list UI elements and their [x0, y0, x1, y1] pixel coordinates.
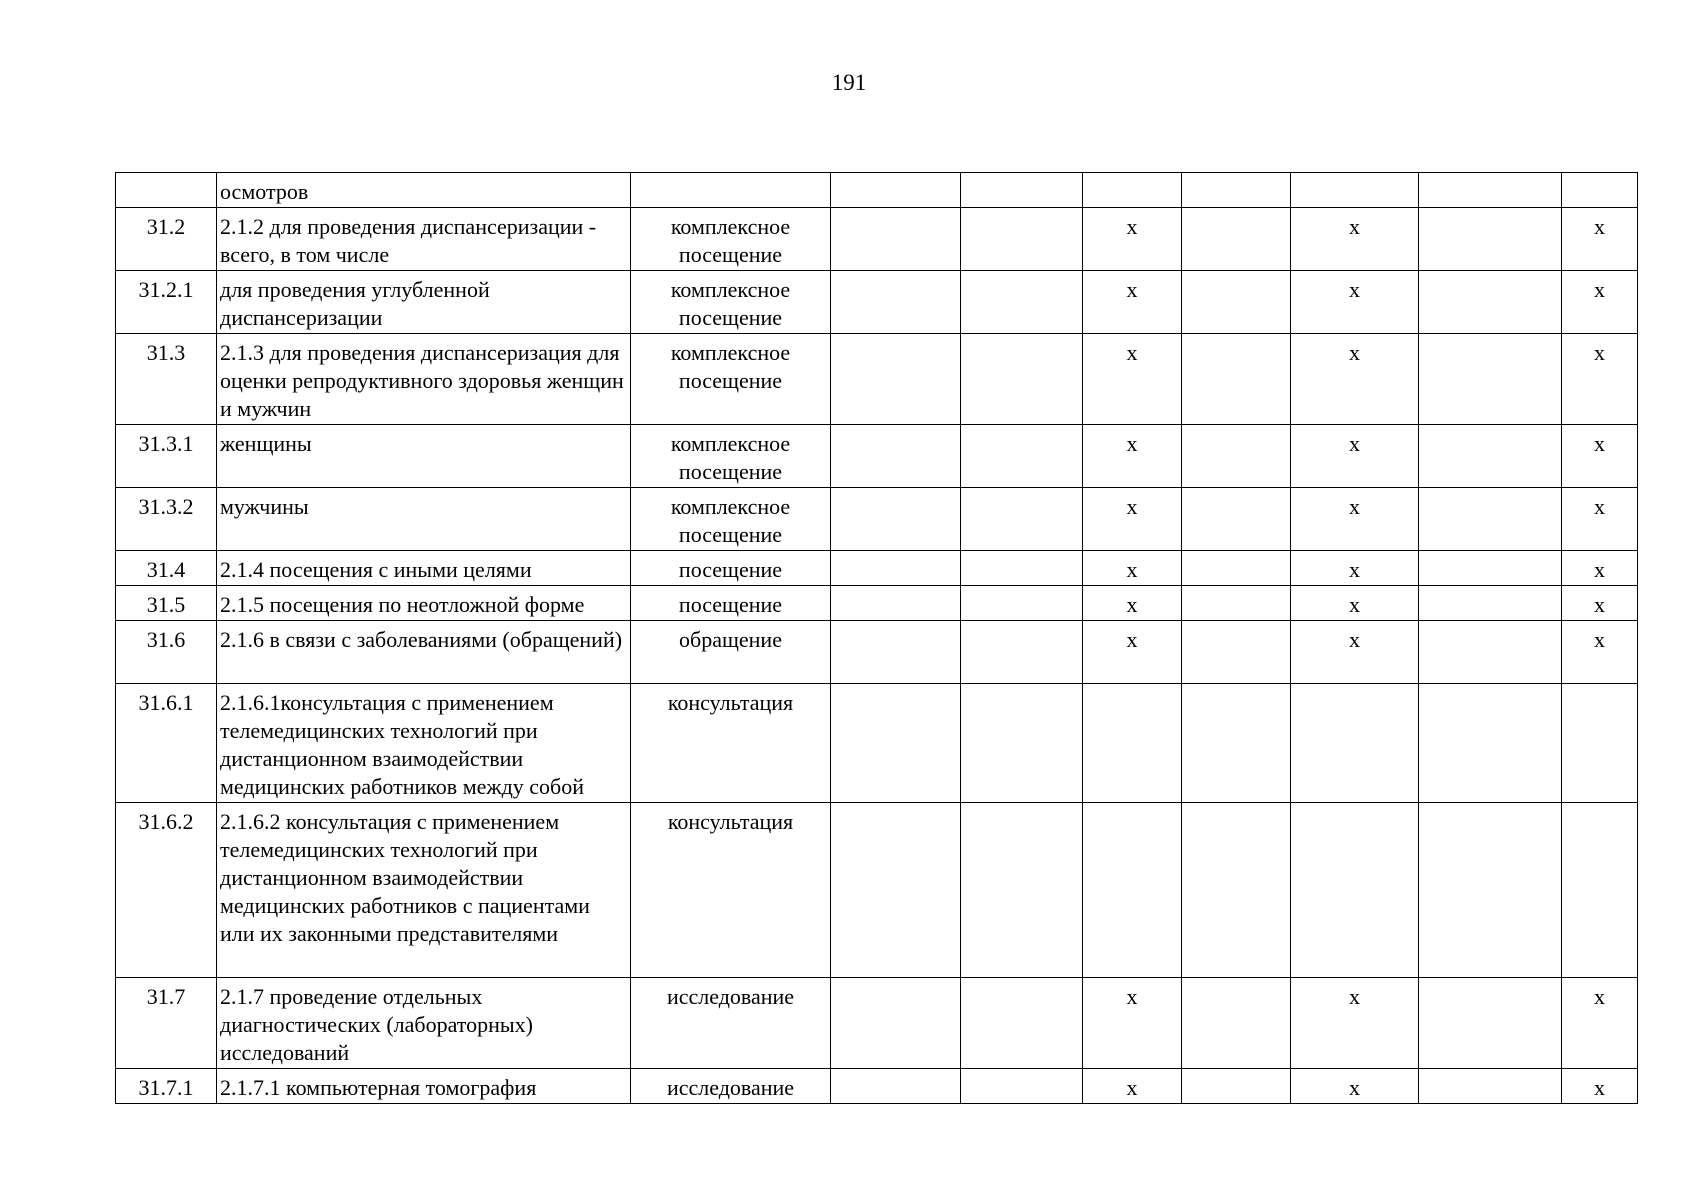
value-cell-4	[1182, 803, 1291, 978]
unit-cell: комплексное посещение	[631, 271, 831, 334]
value-cell-3: x	[1083, 425, 1182, 488]
value-cell-4	[1182, 586, 1291, 621]
value-cell-1	[831, 978, 961, 1069]
value-cell-1	[831, 803, 961, 978]
indicator-name-cell: 2.1.6.1консультация с применением телемедицинских технологий при дистанционном взаимодействии медицинских работников между собой	[217, 684, 631, 803]
value-cell-2	[961, 1069, 1083, 1104]
value-cell-3: x	[1083, 271, 1182, 334]
value-cell-7	[1562, 173, 1638, 208]
value-cell-3: x	[1083, 551, 1182, 586]
value-cell-1	[831, 334, 961, 425]
table-row	[116, 1069, 1638, 1104]
row-number-cell: 31.2.1	[116, 271, 217, 334]
value-cell-6	[1419, 551, 1562, 586]
table-row	[116, 684, 1638, 803]
unit-cell: комплексное посещение	[631, 488, 831, 551]
value-cell-5	[1291, 803, 1419, 978]
value-cell-7	[1562, 684, 1638, 803]
value-cell-7: x	[1562, 551, 1638, 586]
row-number-cell: 31.6	[116, 621, 217, 684]
indicator-name-cell: 2.1.2 для проведения диспансеризации - всего, в том числе	[217, 208, 631, 271]
value-cell-7	[1562, 803, 1638, 978]
value-cell-4	[1182, 208, 1291, 271]
value-cell-5	[1291, 684, 1419, 803]
value-cell-2	[961, 551, 1083, 586]
row-number-cell: 31.4	[116, 551, 217, 586]
value-cell-6	[1419, 978, 1562, 1069]
indicator-name-cell: 2.1.7 проведение отдельных диагностических (лабораторных) исследований	[217, 978, 631, 1069]
unit-cell: посещение	[631, 551, 831, 586]
value-cell-1	[831, 271, 961, 334]
value-cell-3	[1083, 684, 1182, 803]
value-cell-1	[831, 173, 961, 208]
table-row	[116, 488, 1638, 551]
value-cell-3: x	[1083, 978, 1182, 1069]
value-cell-5: x	[1291, 1069, 1419, 1104]
value-cell-5: x	[1291, 551, 1419, 586]
value-cell-7: x	[1562, 334, 1638, 425]
unit-cell: исследование	[631, 978, 831, 1069]
value-cell-4	[1182, 334, 1291, 425]
table-row	[116, 334, 1638, 425]
value-cell-2	[961, 425, 1083, 488]
value-cell-7: x	[1562, 208, 1638, 271]
value-cell-3	[1083, 173, 1182, 208]
unit-cell: комплексное посещение	[631, 208, 831, 271]
value-cell-7: x	[1562, 488, 1638, 551]
value-cell-5	[1291, 173, 1419, 208]
value-cell-2	[961, 803, 1083, 978]
unit-cell: консультация	[631, 684, 831, 803]
value-cell-6	[1419, 425, 1562, 488]
value-cell-2	[961, 621, 1083, 684]
value-cell-1	[831, 586, 961, 621]
table-row	[116, 425, 1638, 488]
value-cell-3: x	[1083, 1069, 1182, 1104]
value-cell-5: x	[1291, 425, 1419, 488]
indicator-name-cell: 2.1.7.1 компьютерная томография	[217, 1069, 631, 1104]
table-row	[116, 551, 1638, 586]
table-row	[116, 586, 1638, 621]
value-cell-6	[1419, 684, 1562, 803]
indicator-name-cell: 2.1.6 в связи с заболеваниями (обращений)	[217, 621, 631, 684]
value-cell-2	[961, 978, 1083, 1069]
row-number-cell: 31.3.2	[116, 488, 217, 551]
page-number: 191	[831, 70, 867, 95]
value-cell-6	[1419, 271, 1562, 334]
unit-cell: консультация	[631, 803, 831, 978]
row-number-cell: 31.7.1	[116, 1069, 217, 1104]
indicator-name-cell: женщины	[217, 425, 631, 488]
value-cell-2	[961, 271, 1083, 334]
unit-cell: комплексное посещение	[631, 334, 831, 425]
value-cell-4	[1182, 488, 1291, 551]
row-number-cell: 31.3.1	[116, 425, 217, 488]
value-cell-2	[961, 586, 1083, 621]
value-cell-4	[1182, 684, 1291, 803]
table-row	[116, 803, 1638, 978]
value-cell-2	[961, 208, 1083, 271]
unit-cell: комплексное посещение	[631, 425, 831, 488]
table-row	[116, 271, 1638, 334]
value-cell-7: x	[1562, 586, 1638, 621]
value-cell-2	[961, 684, 1083, 803]
unit-cell: исследование	[631, 1069, 831, 1104]
value-cell-5: x	[1291, 621, 1419, 684]
value-cell-3: x	[1083, 488, 1182, 551]
value-cell-7: x	[1562, 1069, 1638, 1104]
value-cell-5: x	[1291, 978, 1419, 1069]
indicator-name-cell: 2.1.3 для проведения диспансеризация для оценки репродуктивного здоровья женщин и мужчин	[217, 334, 631, 425]
value-cell-4	[1182, 978, 1291, 1069]
value-cell-4	[1182, 1069, 1291, 1104]
value-cell-4	[1182, 271, 1291, 334]
value-cell-1	[831, 551, 961, 586]
unit-cell	[631, 173, 831, 208]
indicator-name-cell: осмотров	[217, 173, 631, 208]
value-cell-6	[1419, 208, 1562, 271]
value-cell-4	[1182, 173, 1291, 208]
row-number-cell: 31.2	[116, 208, 217, 271]
row-number-cell: 31.6.1	[116, 684, 217, 803]
indicator-name-cell: 2.1.6.2 консультация с применением телемедицинских технологий при дистанционном взаимодействии медицинских работников с пациентами или их законными представителями	[217, 803, 631, 978]
value-cell-6	[1419, 173, 1562, 208]
row-number-cell: 31.7	[116, 978, 217, 1069]
value-cell-7: x	[1562, 425, 1638, 488]
value-cell-4	[1182, 425, 1291, 488]
indicator-name-cell: для проведения углубленной диспансеризации	[217, 271, 631, 334]
row-number-cell: 31.3	[116, 334, 217, 425]
value-cell-5: x	[1291, 334, 1419, 425]
table-row	[116, 621, 1638, 684]
table-row	[116, 208, 1638, 271]
value-cell-2	[961, 334, 1083, 425]
unit-cell: посещение	[631, 586, 831, 621]
value-cell-1	[831, 425, 961, 488]
row-number-cell: 31.5	[116, 586, 217, 621]
value-cell-7: x	[1562, 978, 1638, 1069]
value-cell-3: x	[1083, 586, 1182, 621]
value-cell-3: x	[1083, 334, 1182, 425]
table-row	[116, 978, 1638, 1069]
value-cell-5: x	[1291, 488, 1419, 551]
value-cell-3: x	[1083, 621, 1182, 684]
unit-cell: обращение	[631, 621, 831, 684]
value-cell-1	[831, 621, 961, 684]
value-cell-4	[1182, 551, 1291, 586]
indicator-name-cell: 2.1.4 посещения с иными целями	[217, 551, 631, 586]
value-cell-3: x	[1083, 208, 1182, 271]
data-table	[115, 172, 1638, 1104]
value-cell-6	[1419, 1069, 1562, 1104]
value-cell-7: x	[1562, 621, 1638, 684]
table-body	[116, 173, 1638, 1104]
value-cell-1	[831, 208, 961, 271]
value-cell-5: x	[1291, 586, 1419, 621]
value-cell-6	[1419, 803, 1562, 978]
value-cell-5: x	[1291, 271, 1419, 334]
value-cell-6	[1419, 586, 1562, 621]
value-cell-1	[831, 488, 961, 551]
indicator-name-cell: мужчины	[217, 488, 631, 551]
value-cell-5: x	[1291, 208, 1419, 271]
value-cell-2	[961, 488, 1083, 551]
value-cell-7: x	[1562, 271, 1638, 334]
indicator-name-cell: 2.1.5 посещения по неотложной форме	[217, 586, 631, 621]
value-cell-4	[1182, 621, 1291, 684]
value-cell-6	[1419, 488, 1562, 551]
value-cell-3	[1083, 803, 1182, 978]
row-number-cell: 31.6.2	[116, 803, 217, 978]
value-cell-1	[831, 684, 961, 803]
value-cell-2	[961, 173, 1083, 208]
value-cell-6	[1419, 334, 1562, 425]
table-row	[116, 173, 1638, 208]
value-cell-6	[1419, 621, 1562, 684]
row-number-cell	[116, 173, 217, 208]
value-cell-1	[831, 1069, 961, 1104]
